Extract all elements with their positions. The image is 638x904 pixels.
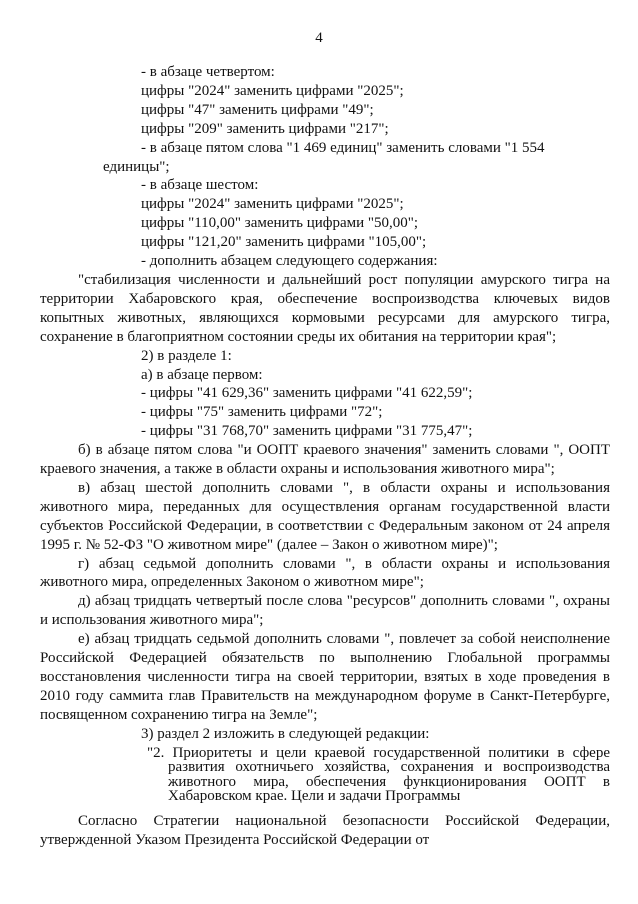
text-line: а) в абзаце первом: (141, 366, 263, 383)
text-line: - в абзаце шестом: (141, 177, 259, 194)
paragraph-final: Согласно Стратегии национальной безопасности Российской Федерации, утвержденной Указом Президента Российской Федерации от (40, 812, 610, 848)
paragraph-e: е) абзац тридцать седьмой дополнить словами ", повлечет за собой неисполнение Российской Федерацией обязательств по выполнению Глобальной программы восстановления численности тигра на своей территории, взятых в ходе проведения в 2010 году саммита глав Правительств на международном форуме в Санкт-Петербурге, посвященном сохранению тигра на Земле"; (40, 631, 610, 723)
text-line: цифры "2024" заменить цифрами "2025"; (141, 196, 404, 213)
text-line: - цифры "31 768,70" заменить цифрами "31 775,47"; (141, 423, 473, 440)
text-line: цифры "209" заменить цифрами "217"; (141, 120, 389, 137)
text-line: цифры "110,00" заменить цифрами "50,00"; (141, 215, 419, 232)
text-line: - в абзаце пятом слова "1 469 единиц" заменить словами "1 554 единицы"; (103, 139, 545, 175)
text-line: - цифры "75" заменить цифрами "72"; (141, 404, 383, 421)
paragraph-3: 3) раздел 2 изложить в следующей редакции: (141, 725, 430, 742)
paragraph-d: д) абзац тридцать четвертый после слова "ресурсов" дополнить словами ", охраны и использования животного мира"; (40, 593, 610, 629)
text-line: цифры "2024" заменить цифрами "2025"; (141, 82, 404, 99)
paragraph-v: в) абзац шестой дополнить словами ", в области охраны и использования животного мира, переданных для осуществления органам государственной власти субъектов Российской Федерации, в соответствии с Федеральным законом от 24 апреля 1995 г. № 52-ФЗ "О животном мире" (далее – Закон о животном мире)"; (40, 479, 610, 553)
text-line: цифры "121,20" заменить цифрами "105,00"; (141, 234, 427, 251)
text-line: 2) в разделе 1: (141, 347, 232, 364)
spacer (103, 804, 610, 812)
document-body (40, 63, 610, 849)
paragraph-tiger: "стабилизация численности и дальнейший рост популяции амурского тигра на территории Хабаровского края, обеспечение воспроизводства ключевых видов копытных животных, являющихся кормовыми ресурсами для амурского тигра, сохранение в благоприятном состоянии среды их обитания на территории края"; (40, 271, 610, 345)
paragraph-g: г) абзац седьмой дополнить словами ", в области охраны и использования животного мира, определенных Законом о животном мире"; (40, 555, 610, 591)
page-number: 4 (315, 30, 323, 46)
text-line: - цифры "41 629,36" заменить цифрами "41 622,59"; (141, 385, 473, 402)
paragraph-b: б) в абзаце пятом слова "и ООПТ краевого значения" заменить словами ", ООПТ краевого значения, а также в области охраны и использования животного мира"; (40, 442, 610, 478)
text-line: - в абзаце четвертом: (141, 64, 275, 80)
text-line: цифры "47" заменить цифрами "49"; (141, 101, 374, 118)
quote-heading: "2. Приоритеты и цели краевой государственной политики в сфере развития охотничьего хозяйства, сохранения и воспроизводства животного мира, обеспечения функционирования ООПТ в Хабаровском крае. Цели и задачи Программы (147, 744, 610, 805)
text-line: - дополнить абзацем следующего содержания: (141, 253, 438, 270)
